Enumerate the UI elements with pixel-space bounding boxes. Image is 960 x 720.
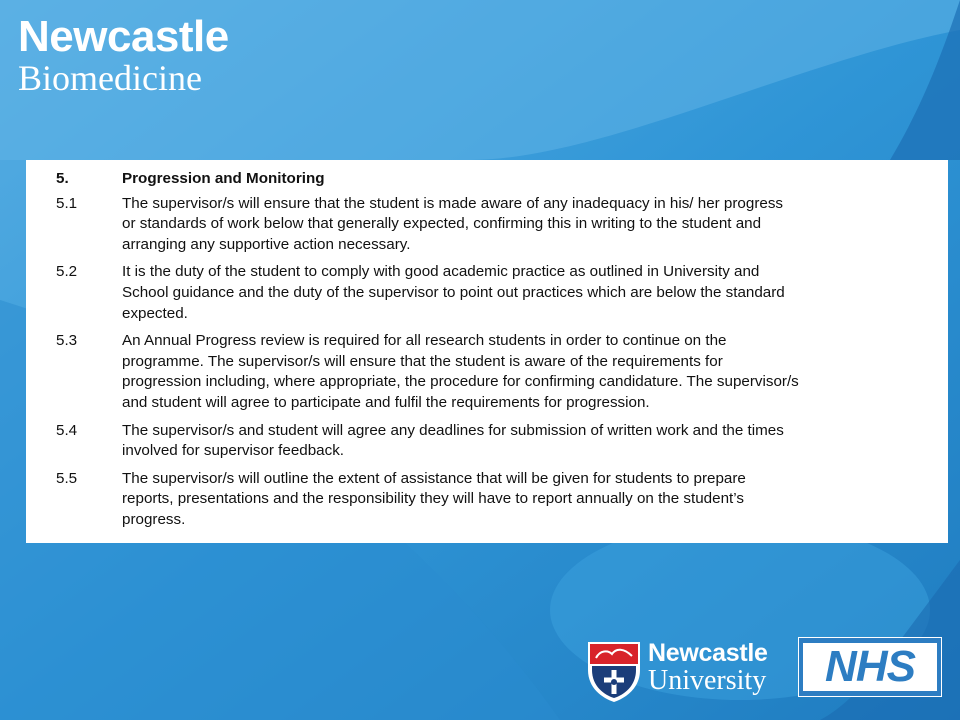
item-text [122, 331, 928, 413]
item-number: 5.3 [56, 332, 78, 350]
item-text [122, 469, 928, 531]
list-item [26, 331, 948, 413]
item-line: arranging any supportive action necessary. [122, 235, 411, 253]
item-number: 5.4 [56, 421, 78, 439]
item-line: School guidance and the duty of the supervisor to point out practices which are below the standard [122, 283, 785, 301]
item-line: The supervisor/s and student will agree any deadlines for submission of written work and the times [122, 421, 784, 439]
item-line: expected. [122, 304, 188, 322]
brand-logo [18, 14, 229, 98]
list-item [26, 194, 948, 256]
item-line: programme. The supervisor/s will ensure that the student is aware of the requirements for [122, 352, 723, 370]
item-line: An Annual Progress review is required for all research students in order to continue on the [122, 332, 727, 350]
university-shield-icon [586, 640, 642, 704]
item-line: reports, presentations and the responsibility they will have to report annually on the student’s [122, 490, 744, 508]
nhs-logo-text: NHS [803, 643, 937, 691]
university-logo-text [648, 640, 768, 696]
item-line: progress. [122, 510, 186, 528]
item-line: or standards of work below that generally expected, confirming this in writing to the student and [122, 215, 762, 233]
item-text [122, 194, 928, 256]
item-line: The supervisor/s will ensure that the student is made aware of any inadequacy in his/ her progress [122, 194, 784, 212]
section-number: 5. [56, 170, 69, 187]
item-line: The supervisor/s will outline the extent of assistance that will be given for students to prepare [122, 469, 746, 487]
item-text [122, 262, 928, 324]
item-number: 5.1 [56, 194, 78, 212]
list-item [26, 469, 948, 531]
brand-subtitle: Biomedicine [18, 58, 202, 98]
item-line: and student will agree to participate and fulfil the requirements for progression. [122, 393, 650, 411]
item-line: progression including, where appropriate, the procedure for confirming candidature. The supervisor/s [122, 373, 799, 391]
list-item [26, 421, 948, 462]
university-name: Newcastle [648, 639, 768, 667]
item-line: It is the duty of the student to comply with good academic practice as outlined in University and [122, 263, 760, 281]
item-text [122, 421, 928, 462]
section-heading [26, 169, 948, 190]
item-number: 5.5 [56, 469, 78, 487]
university-word: University [648, 665, 767, 696]
section-title: Progression and Monitoring [122, 170, 325, 187]
item-number: 5.2 [56, 263, 78, 281]
document-excerpt [26, 160, 948, 543]
list-item [26, 262, 948, 324]
nhs-logo [798, 637, 942, 697]
brand-title: Newcastle [18, 12, 229, 61]
item-line: involved for supervisor feedback. [122, 442, 345, 460]
